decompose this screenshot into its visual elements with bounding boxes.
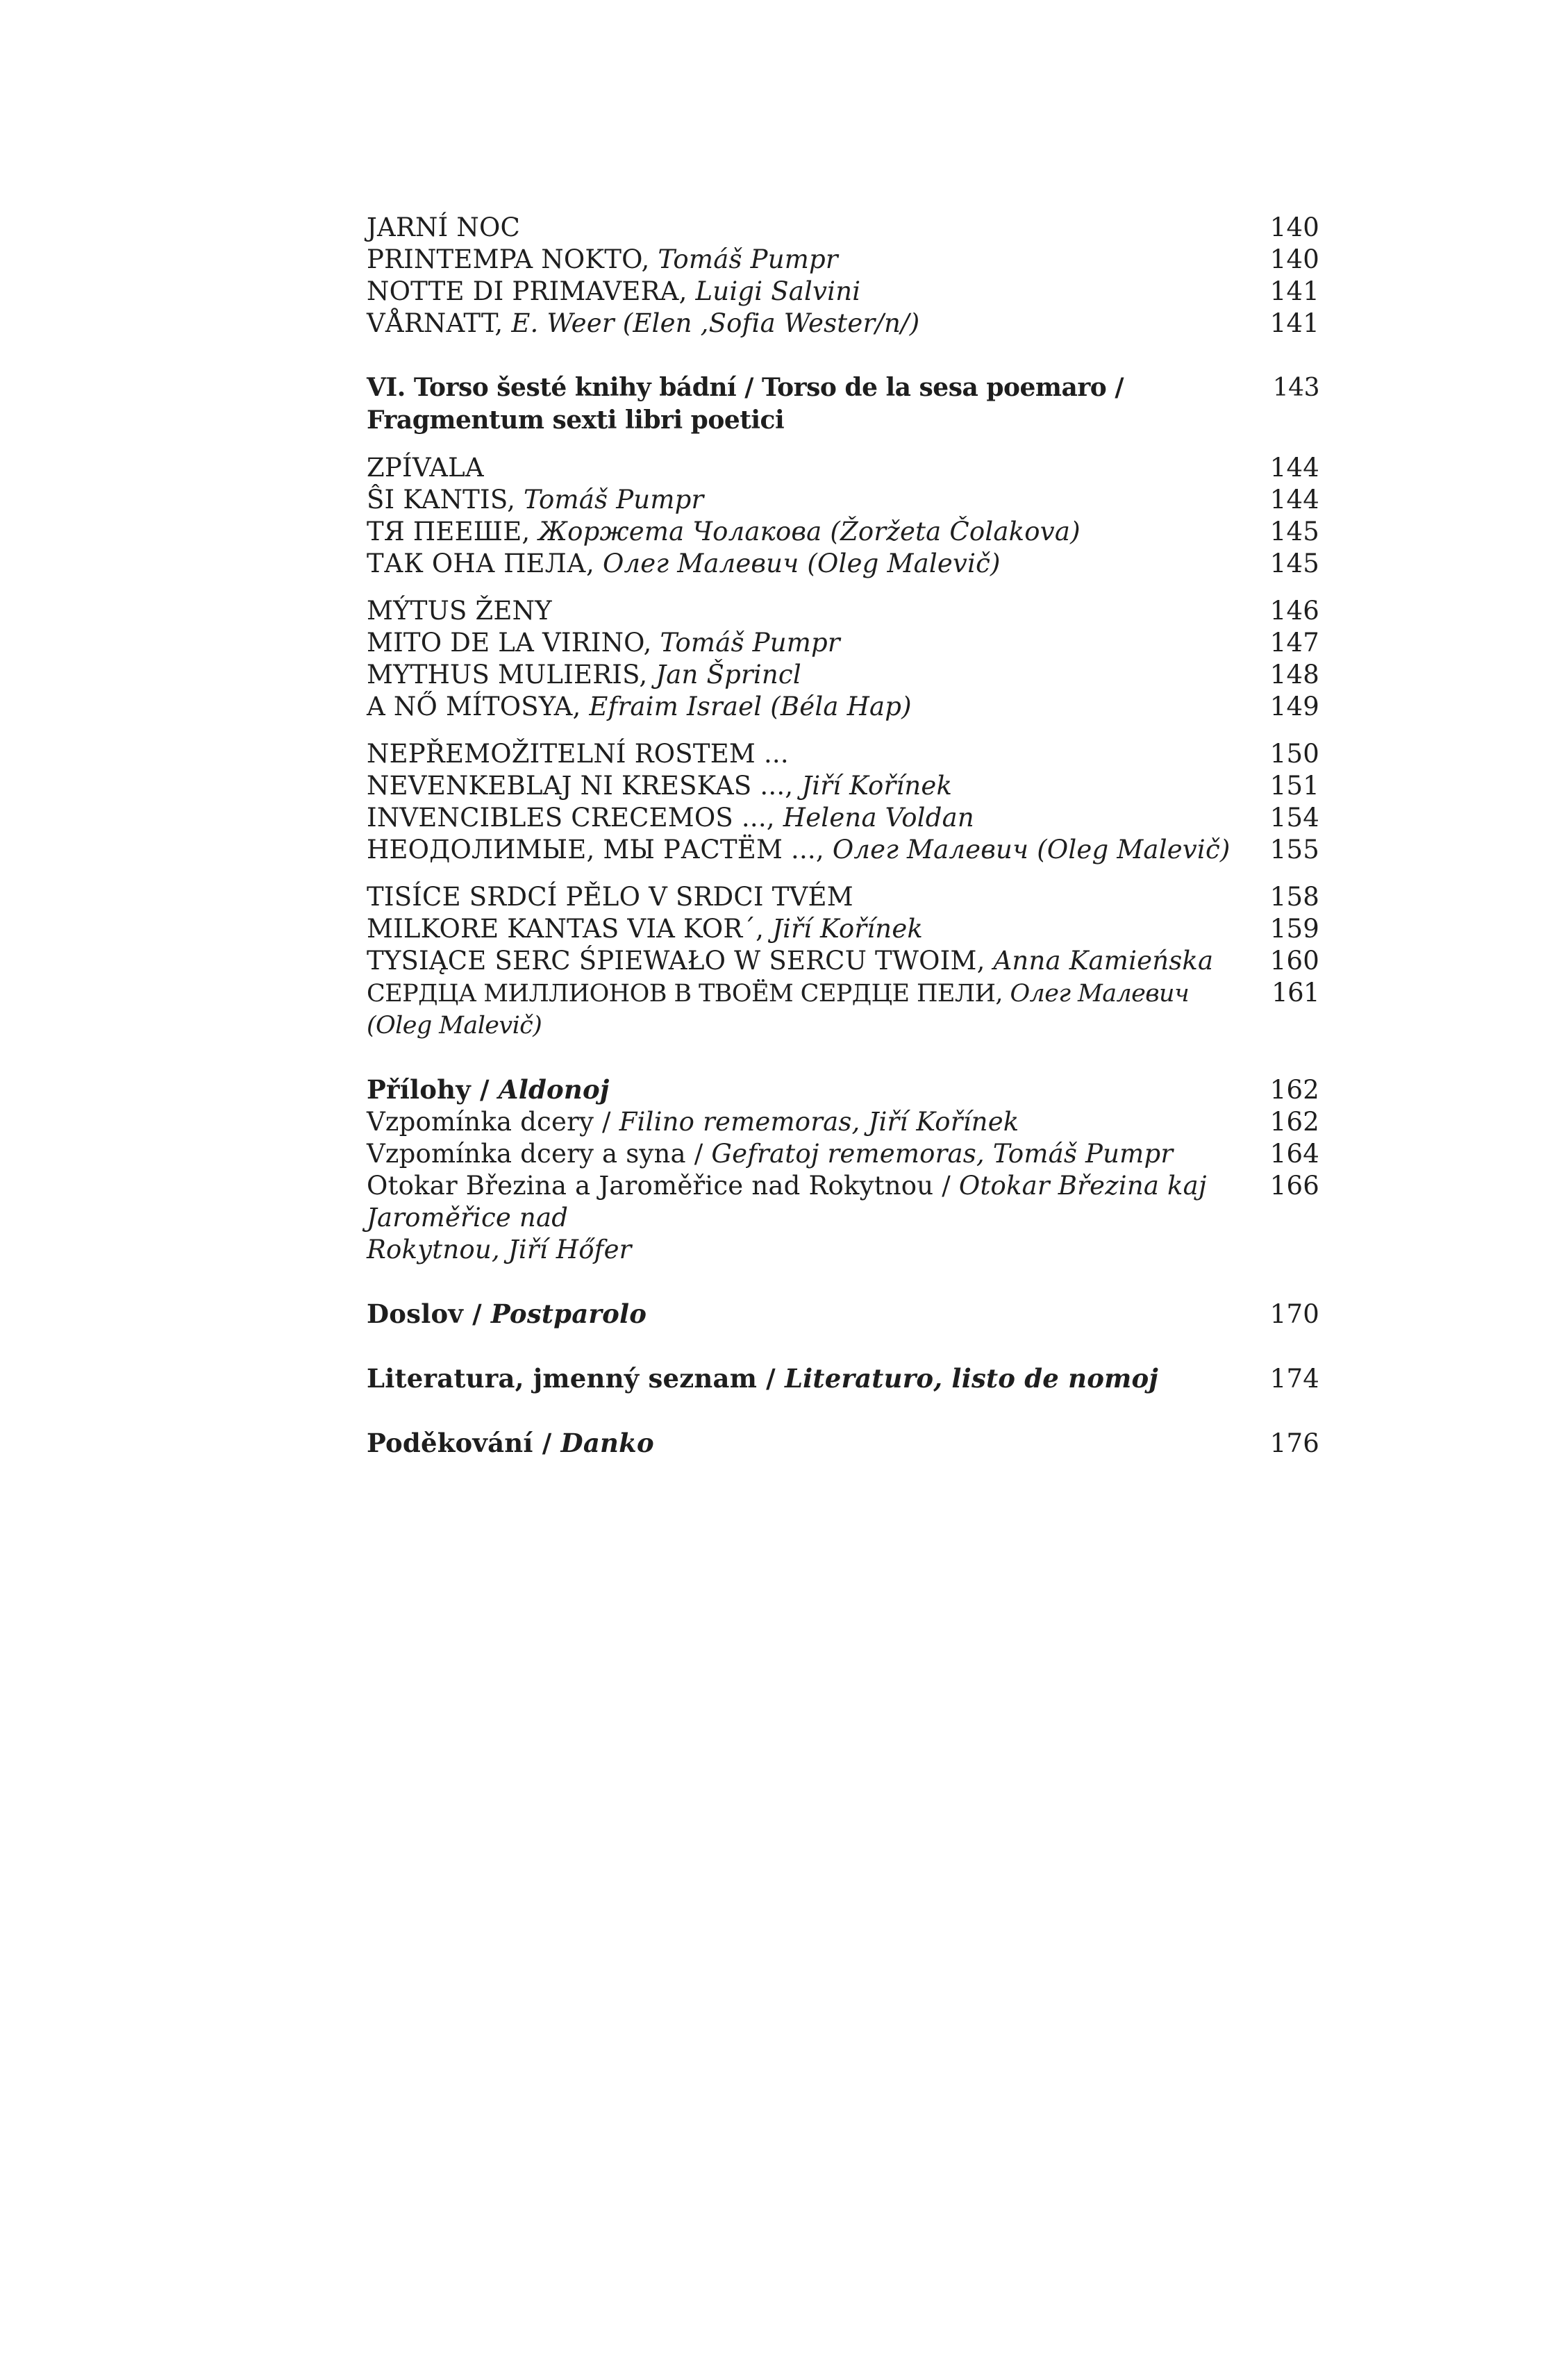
- toc-entry: [367, 1138, 1319, 1170]
- page-number: 150: [1269, 739, 1319, 769]
- section-title: Přílohy /: [367, 1074, 499, 1105]
- entry-title: Vzpomínka dcery /: [367, 1107, 619, 1137]
- entry-title: NOTTE DI PRIMAVERA,: [367, 276, 696, 306]
- toc-entry: [367, 484, 1319, 516]
- page-number: 170: [1269, 1299, 1319, 1329]
- entry-title: TYSIĄCE SERC ŚPIEWAŁO W SERCU TWOIM,: [367, 946, 994, 976]
- page-number: 164: [1269, 1139, 1319, 1169]
- toc-entry: [367, 691, 1319, 723]
- section-title-translation: Aldonoj: [498, 1074, 610, 1105]
- page-number: 151: [1269, 771, 1319, 801]
- page-number: 159: [1269, 914, 1319, 944]
- entry-title: ŜI KANTIS,: [367, 485, 524, 515]
- entry-title: JARNÍ NOC: [367, 212, 520, 242]
- entry-title: ZPÍVALA: [367, 453, 484, 483]
- page-number: 149: [1269, 692, 1319, 721]
- toc-entry: [367, 802, 1319, 834]
- toc-entry: [367, 1106, 1319, 1138]
- toc-entry: [367, 595, 1319, 627]
- entry-translator: Tomáš Pumpr: [524, 485, 704, 515]
- toc-entry: [367, 913, 1319, 945]
- entry-translator: E. Weer (Elen ,Sofia Wester/n/): [511, 308, 920, 338]
- entry-translator: Jiří Kořínek: [801, 771, 953, 801]
- entry-title: MYTHUS MULIERIS,: [367, 660, 656, 690]
- entry-translator: Жоржета Чолакова (Žoržeta Čolakova): [538, 517, 1081, 546]
- entry-translator: Jan Šprincl: [656, 660, 801, 690]
- page-number: 145: [1269, 549, 1319, 578]
- section-title: Literatura, jmenný seznam /: [367, 1363, 785, 1394]
- page-number: 154: [1269, 803, 1319, 833]
- page-number: 162: [1269, 1075, 1319, 1105]
- section-title-translation: Literaturo, listo de nomoj: [784, 1363, 1158, 1394]
- entry-translator: Luigi Salvini: [695, 276, 861, 306]
- page-number: 141: [1269, 308, 1319, 338]
- page-number: 160: [1269, 946, 1319, 976]
- entry-title: Otokar Březina a Jaroměřice nad Rokytnou /: [367, 1171, 959, 1201]
- entry-translator: Jiří Kořínek: [772, 914, 924, 944]
- toc-section-heading: [367, 1362, 1319, 1395]
- page-number: 158: [1269, 882, 1319, 912]
- toc-entry: [367, 276, 1319, 308]
- page-number: 143: [1272, 374, 1319, 402]
- entry-translator: Anna Kamieńska: [993, 946, 1214, 976]
- table-of-contents: [367, 212, 1319, 1460]
- toc-entry: [367, 738, 1319, 770]
- entry-title: PRINTEMPA NOKTO,: [367, 244, 658, 274]
- toc-entry: [367, 1170, 1319, 1266]
- toc-appendix-heading: [367, 1074, 1319, 1106]
- page-number: 166: [1269, 1171, 1319, 1201]
- section-title: Poděkování /: [367, 1428, 561, 1458]
- page-number: 144: [1269, 485, 1319, 515]
- entry-title: A NŐ MÍTOSYA,: [367, 692, 590, 721]
- entry-title: ТАК ОНА ПЕЛА,: [367, 549, 603, 578]
- toc-entry: [367, 834, 1319, 866]
- page-number: 148: [1269, 660, 1319, 690]
- entry-title: TISÍCE SRDCÍ PĚLO V SRDCI TVÉM: [367, 882, 853, 912]
- entry-translator: Gefratoj rememoras, Tomáš Pumpr: [711, 1139, 1174, 1169]
- page-number: 155: [1269, 835, 1319, 865]
- page-number: 162: [1269, 1107, 1319, 1137]
- entry-title: INVENCIBLES CRECEMOS ...,: [367, 803, 783, 833]
- entry-translator: Олег Малевич (Oleg Malevič): [367, 980, 1190, 1040]
- toc-entry: [367, 881, 1319, 913]
- entry-title: MITO DE LA VIRINO,: [367, 628, 660, 658]
- entry-title: MILKORE KANTAS VIA KOR´,: [367, 914, 773, 944]
- entry-title: ТЯ ПЕЕШЕ,: [367, 517, 539, 546]
- entry-translator: Олег Малевич (Oleg Malevič): [832, 835, 1231, 865]
- entry-translator: Otokar Březina kaj Jaroměřice nad: [367, 1171, 1207, 1233]
- entry-translator: Filino rememoras, Jiří Kořínek: [619, 1107, 1019, 1137]
- toc-section-heading: [367, 1298, 1319, 1330]
- page-number: 145: [1269, 517, 1319, 546]
- entry-title: СЕРДЦА МИЛЛИОНОВ В ТВОЁМ СЕРДЦЕ ПЕЛИ,: [367, 980, 1010, 1008]
- entry-title: NEPŘEMOŽITELNÍ ROSTEM ...: [367, 739, 789, 769]
- toc-entry: [367, 659, 1319, 691]
- entry-translator: Tomáš Pumpr: [660, 628, 840, 658]
- entry-title: MÝTUS ŽENY: [367, 596, 552, 626]
- page-number: 147: [1269, 628, 1319, 658]
- page-number: 140: [1269, 244, 1319, 274]
- toc-entry: [367, 212, 1319, 244]
- toc-entry: [367, 244, 1319, 276]
- page-number: 141: [1269, 276, 1319, 306]
- page-number: 174: [1269, 1364, 1319, 1394]
- section-title: Doslov /: [367, 1299, 491, 1329]
- page-number: 176: [1269, 1428, 1319, 1458]
- toc-section-heading: [367, 1427, 1319, 1460]
- toc-entry: [367, 945, 1319, 977]
- page-number: 144: [1269, 453, 1319, 483]
- section-title-translation: Danko: [560, 1428, 654, 1458]
- page-number: 146: [1269, 596, 1319, 626]
- toc-entry: [367, 308, 1319, 340]
- section-title-translation: Postparolo: [490, 1299, 647, 1329]
- toc-entry: [367, 452, 1319, 484]
- toc-entry: [367, 548, 1319, 580]
- entry-translator: Олег Малевич (Oleg Malevič): [602, 549, 1001, 578]
- entry-title: НЕОДОЛИМЫЕ, МЫ РАСТЁМ ...,: [367, 835, 833, 865]
- entry-translator: Helena Voldan: [783, 803, 974, 833]
- entry-translator-continued: Rokytnou, Jiří Hőfer: [367, 1235, 632, 1264]
- toc-entry: [367, 516, 1319, 548]
- toc-entry: [367, 977, 1319, 1042]
- entry-translator: Efraim Israel (Béla Hap): [589, 692, 912, 721]
- toc-section-heading: [367, 372, 1319, 437]
- section-title: VI. Torso šesté knihy bádní / Torso de la sesa poemaro / Fragmentum sexti libri poetici: [367, 373, 1124, 435]
- toc-entry: [367, 770, 1319, 802]
- entry-title: NEVENKEBLAJ NI KRESKAS ...,: [367, 771, 802, 801]
- page-number: 140: [1269, 212, 1319, 242]
- entry-translator: Tomáš Pumpr: [658, 244, 838, 274]
- entry-title: VÅRNATT,: [367, 308, 512, 338]
- toc-entry: [367, 627, 1319, 659]
- entry-title: Vzpomínka dcery a syna /: [367, 1139, 712, 1169]
- page-number: 161: [1271, 978, 1319, 1008]
